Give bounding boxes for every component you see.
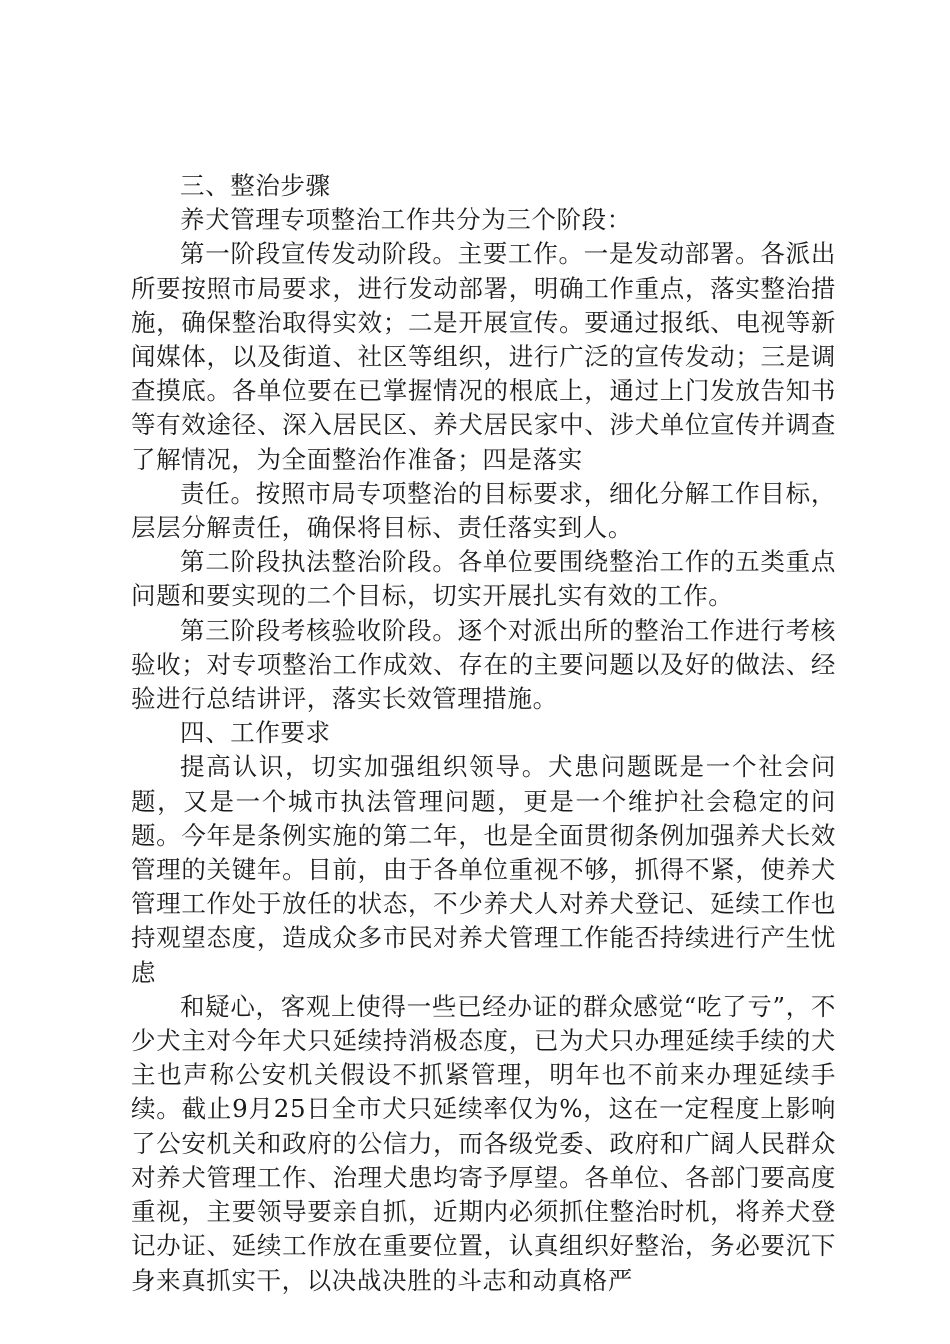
paragraph-phase-one: 第一阶段宣传发动阶段。主要工作。一是发动部署。各派出所要按照市局要求，进行发动部署，明确工作重点，落实整治措施，确保整治取得实效；二是开展宣传。要通过报纸、电视等新闻媒体，以及街道、社区等组织，进行广泛的宣传发动；三是调查摸底。各单位要在已掌握情况的根底上，通过上门发放告知书等有效途径、深入居民区、养犬居民家中、涉犬单位宣传并调查了解情况，为全面整治作准备；四是落实 — [131, 239, 836, 474]
document-body — [131, 169, 836, 1298]
section-heading-steps: 三、整治步骤 — [180, 171, 331, 200]
paragraph-phase-two: 第二阶段执法整治阶段。各单位要围绕整治工作的五类重点问题和要实现的二个目标，切实开展扎实有效的工作。 — [131, 547, 836, 611]
paragraph-doubts: 和疑心，客观上使得一些已经办证的群众感觉“吃了亏”，不少犬主对今年犬只延续持消极态度，已为犬只办理延续手续的犬主也声称公安机关假设不抓紧管理，明年也不前来办理延续手续。截止9月25日全市犬只延续率仅为%，这在一定程度上影响了公安机关和政府的公信力，而各级党委、政府和广阔人民群众对养犬管理工作、治理犬患均寄予厚望。各单位、各部门要高度重视，主要领导要亲自抓，近期内必须抓住整治时机，将养犬登记办证、延续工作放在重要位置，认真组织好整治，务必要沉下身来真抓实干，以决战决胜的斗志和动真格严 — [131, 991, 836, 1295]
paragraph-phase-one-responsibility: 责任。按照市局专项整治的目标要求，细化分解工作目标，层层分解责任，确保将目标、责任落实到人。 — [131, 478, 836, 543]
section-heading-requirements: 四、工作要求 — [180, 718, 331, 748]
paragraph-raise-awareness: 提高认识，切实加强组织领导。犬患问题既是一个社会问题，又是一个城市执法管理问题，更是一个维护社会稳定的问题。今年是条例实施的第二年，也是全面贯彻条例加强养犬长效管理的关键年。目前，由于各单位重视不够，抓得不紧，使养犬管理工作处于放任的状态，不少养犬人对养犬登记、延续工作也持观望态度，造成众多市民对养犬管理工作能否持续进行产生忧虑 — [131, 752, 836, 987]
paragraph-intro-phases: 养犬管理专项整治工作共分为三个阶段： — [180, 205, 632, 235]
paragraph-phase-three: 第三阶段考核验收阶段。逐个对派出所的整治工作进行考核验收；对专项整治工作成效、存在的主要问题以及好的做法、经验进行总结讲评，落实长效管理措施。 — [131, 615, 836, 714]
